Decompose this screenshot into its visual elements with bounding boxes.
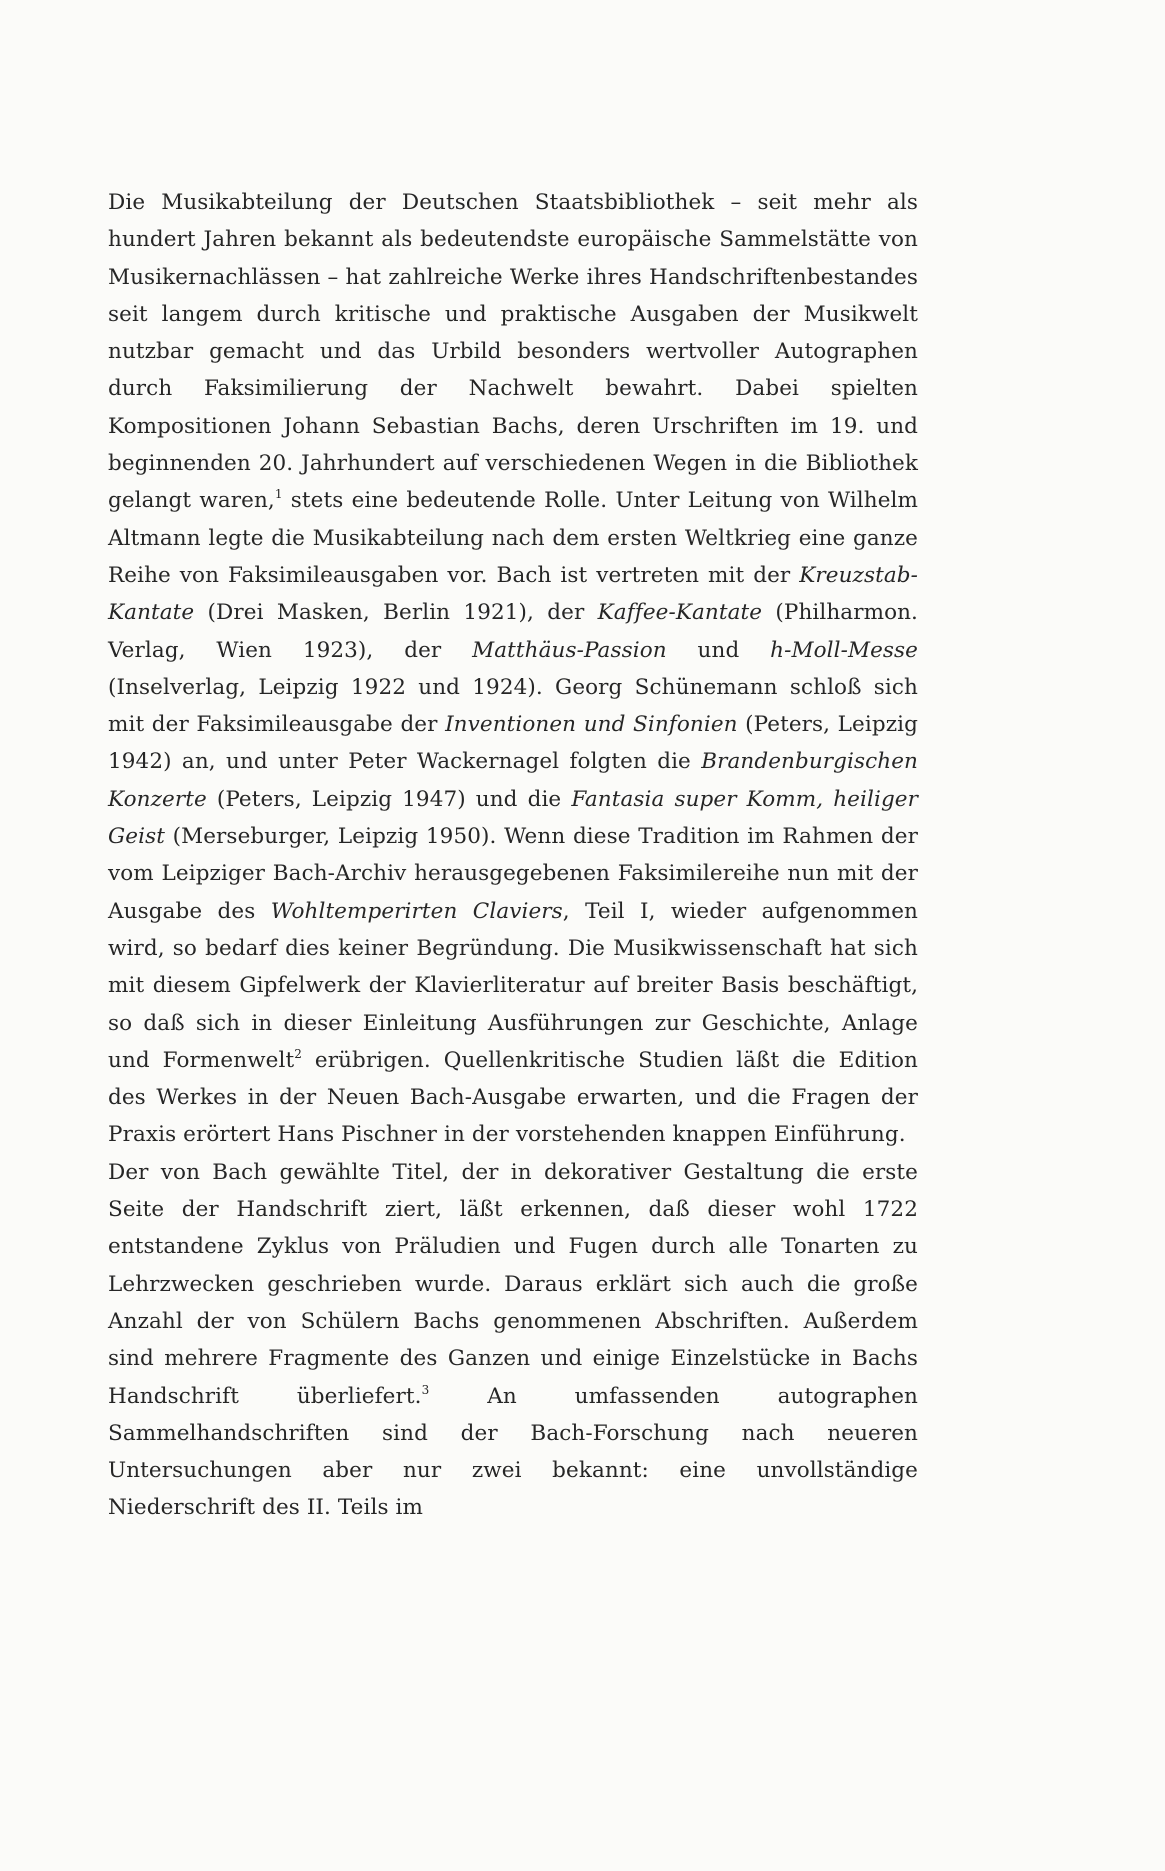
work-title: Kreuzstab-Kantate [108, 562, 918, 626]
work-title: Wohltemperirten Claviers [270, 898, 563, 924]
text-run: erübrigen. Quellenkritische Studien läßt die Edition des Werkes in der Neuen Bach-Ausgabe erwarten, und die Fragen der Praxis erörtert Hans Pischner in der vorstehenden knappen Einführung. [108, 1047, 918, 1148]
work-title: Kaffee-Kantate [597, 600, 763, 626]
text-run: (Peters, Leipzig 1947) und die [206, 786, 572, 812]
text-run: (Inselverlag, Leipzig 1922 und 1924). Georg Schünemann schloß sich mit der Faksimileausgabe der [108, 674, 918, 738]
work-title: h-Moll-Messe [770, 637, 918, 663]
text-run: , Teil I, wieder aufgenommen wird, so bedarf dies keiner Begründung. Die Musikwissenschaft hat sich mit diesem Gipfelwerk der Klavierliteratur auf breiter Basis beschäftigt, so daß sich in dieser Einleitung Ausführungen zur Geschichte, Anlage und Formenwelt [108, 898, 918, 1073]
text-run: Die Musikabteilung der Deutschen Staatsbibliothek – seit mehr als hundert Jahren bekannt als bedeutendste europäische Sammelstätte von Musikernachlässen – hat zahlreiche Werke ihres Handschriftenbestandes seit langem durch kritische und praktische Ausgaben der Musikwelt nutzbar gemacht und das Urbild besonders wertvoller Autographen durch Faksimilierung der Nachwelt bewahrt. Dabei spielten Kompositionen Johann Sebastian Bachs, deren Urschriften im 19. und beginnenden 20. Jahrhundert auf verschiedenen Wegen in die Bibliothek gelangt waren, [108, 190, 918, 514]
text-run: (Merseburger, Leipzig 1950). Wenn diese Tradition im Rahmen der vom Leipziger Bach-Archiv herausgegebenen Faksimilereihe nun mit der Ausgabe des [108, 824, 918, 924]
paragraph-1 [108, 184, 918, 1154]
text-run: Der von Bach gewählte Titel, der in dekorativer Gestaltung die erste Seite der Handschrift ziert, läßt erkennen, daß dieser wohl 1722 entstandene Zyklus von Präludien und Fugen durch alle Tonarten zu Lehrzwecken geschrieben wurde. Daraus erklärt sich auch die große Anzahl der von Schülern Bachs genommenen Abschriften. Außerdem sind mehrere Fragmente des Ganzen und einige Einzelstücke in Bachs Handschrift überliefert. [108, 1159, 918, 1409]
text-run: (Peters, Leipzig 1942) an, und unter Peter Wackernagel folgten die [108, 712, 918, 775]
body-text [108, 184, 918, 1527]
text-run: und [666, 637, 771, 663]
footnote-marker: 2 [294, 1046, 302, 1061]
work-title: Brandenburgischen Konzerte [108, 749, 918, 812]
footnote-marker: 3 [421, 1382, 430, 1397]
footnote-marker: 1 [274, 487, 283, 502]
text-run: (Philharmon. Verlag, Wien 1923), der [108, 600, 918, 663]
text-run: stets eine bedeutende Rolle. Unter Leitung von Wilhelm Altmann legte die Musikabteilung nach dem ersten Weltkrieg eine ganze Reihe von Faksimileausgaben vor. Bach ist vertreten mit der [108, 488, 918, 588]
text-run: An umfassenden autographen Sammelhandschriften sind der Bach-Forschung nach neueren Untersuchungen aber nur zwei bekannt: eine unvollständige Niederschrift des II. Teils im [108, 1383, 918, 1521]
paragraph-2 [108, 1154, 918, 1527]
work-title: Inventionen und Sinfonien [445, 712, 738, 738]
work-title: Fantasia super Komm, heiliger Geist [108, 786, 919, 850]
work-title: Matthäus-Passion [472, 637, 667, 663]
text-run: (Drei Masken, Berlin 1921), der [194, 600, 598, 626]
